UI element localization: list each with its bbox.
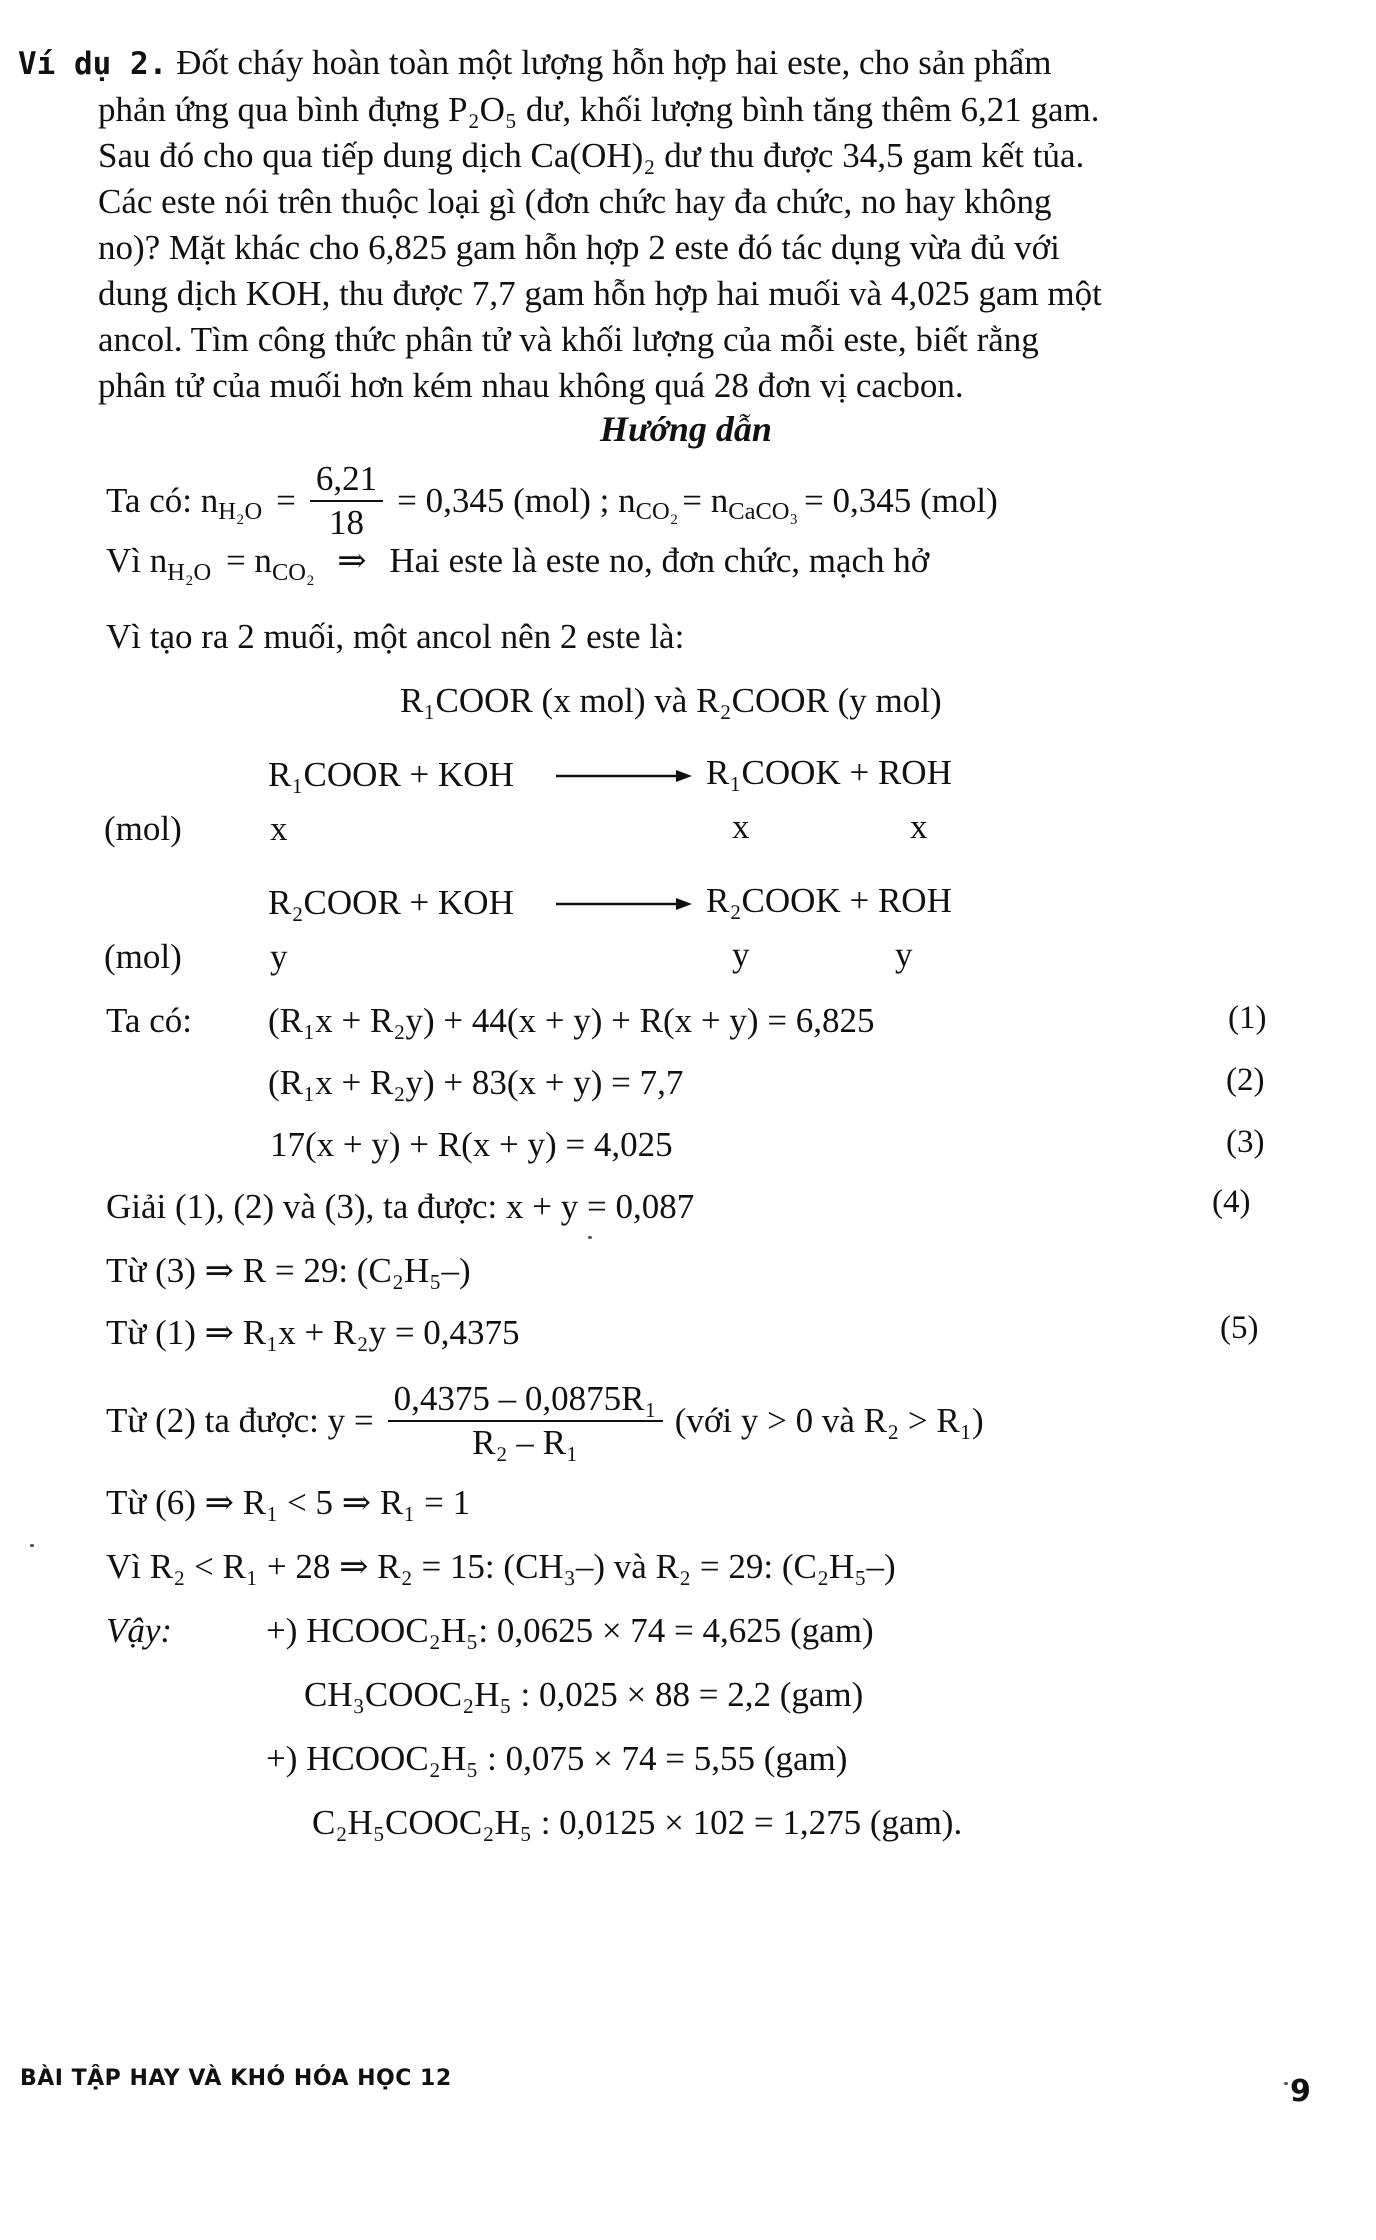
problem-line-5: dung dịch KOH, thu được 7,7 gam hỗn hợp hai muối và 4,025 gam một (98, 274, 1102, 313)
scan-speck (1284, 2082, 1288, 2085)
ester-mid: = n (225, 541, 272, 580)
reaction-1-x-alcohol: x (910, 807, 928, 846)
moles-eq: = (276, 481, 296, 520)
reaction-1-x-ester: x (270, 809, 288, 848)
fraction-water-num: 6,21 (310, 458, 383, 502)
ester-sub-h2o: H₂O (167, 559, 212, 586)
moles-sub-caco3: CaCO₃ (728, 498, 799, 526)
two-salts-line: Vì tạo ra 2 muối, một ancol nên 2 este là: (106, 617, 685, 656)
equation-2: (R₁x + R₂y) + 83(x + y) = 7,7 (268, 1063, 684, 1102)
fraction-water-den: 18 (329, 503, 365, 542)
conclusion-label: Vậy: (106, 1611, 173, 1650)
reaction-1-x-salt: x (732, 807, 750, 846)
reaction-2-left: R₂COOR + KOH (268, 883, 514, 922)
from-equation-3: Từ (3) ⇒ R = 29: (C₂H₅–) (106, 1251, 471, 1290)
problem-line-2: Sau đó cho qua tiếp dung dịch Ca(OH)₂ dư thu được 34,5 gam kết tủa. (98, 136, 1085, 175)
problem-line-7: phân tử của muối hơn kém nhau không quá 28 đơn vị cacbon. (98, 366, 964, 405)
reaction-1-right: R₁COOK + ROH (706, 753, 952, 792)
reaction-2-y-ester: y (270, 937, 288, 976)
reaction-2-y-alcohol: y (895, 935, 913, 974)
solve-line: Giải (1), (2) và (3), ta được: x + y = 0,087 (106, 1187, 695, 1226)
problem-label: Ví dụ 2. (18, 46, 168, 82)
reaction-1-left: R₁COOR + KOH (268, 755, 514, 794)
ester-prefix: Vì n (106, 541, 168, 580)
conclusion-case-2a: +) HCOOC₂H₅ : 0,075 × 74 = 5,55 (gam) (266, 1739, 848, 1778)
problem-line-6: ancol. Tìm công thức phân tử và khối lượng của mỗi este, biết rằng (98, 320, 1039, 359)
from-equation-6: Từ (6) ⇒ R₁ < 5 ⇒ R₁ = 1 (106, 1483, 471, 1522)
fraction-y-num: 0,4375 – 0,0875R₁ (388, 1378, 663, 1422)
from-equation-2-prefix: Từ (2) ta được: y = (106, 1401, 374, 1440)
moles-sub-co2: CO₂ (635, 498, 679, 526)
moles-suffix: = 0,345 (mol) (804, 481, 998, 520)
ester-conclusion: Hai este là este no, đơn chức, mạch hở (389, 541, 930, 580)
from-equation-1-number: (5) (1220, 1310, 1259, 1346)
from-equation-1: Từ (1) ⇒ R₁x + R₂y = 0,4375 (106, 1313, 520, 1352)
moles-sub-h2o: H₂O (218, 498, 263, 526)
fraction-water (310, 458, 383, 544)
problem-line-0: Đốt cháy hoàn toàn một lượng hỗn hợp hai este, cho sản phẩm (176, 43, 1052, 82)
fraction-y-den: R₂ – R₁ (472, 1423, 579, 1462)
scan-speck (30, 1544, 34, 1547)
equation-3-number: (3) (1226, 1124, 1265, 1160)
moles-equation (106, 458, 998, 544)
book-title: BÀI TẬP HAY VÀ KHÓ HÓA HỌC 12 (20, 2066, 452, 2091)
reaction-2-y-salt: y (732, 935, 750, 974)
solution-heading: Hướng dẫn (600, 409, 772, 449)
moles-prefix: Ta có: n (106, 481, 219, 520)
from-equation-2 (106, 1378, 984, 1464)
equation-2-number: (2) (1226, 1062, 1265, 1098)
reaction-1-arrow (554, 766, 694, 786)
reaction-2-arrow (554, 894, 694, 914)
equation-3: 17(x + y) + R(x + y) = 4,025 (270, 1125, 673, 1164)
problem-line-4: no)? Mặt khác cho 6,825 gam hỗn hợp 2 este đó tác dụng vừa đủ với (98, 228, 1060, 267)
ester-type-line (106, 540, 929, 587)
reaction-2-right: R₂COOK + ROH (706, 881, 952, 920)
conclusion-case-2b: C₂H₅COOC₂H₅ : 0,0125 × 102 = 1,275 (gam). (312, 1803, 963, 1842)
fraction-y (388, 1378, 663, 1464)
ester-sub-co2: CO₂ (271, 559, 315, 586)
equation-1: (R₁x + R₂y) + 44(x + y) + R(x + y) = 6,825 (268, 1001, 875, 1040)
conclusion-case-1a: +) HCOOC₂H₅: 0,0625 × 74 = 4,625 (gam) (266, 1611, 874, 1650)
equation-1-number: (1) (1228, 1000, 1267, 1036)
solve-number: (4) (1212, 1184, 1251, 1220)
reaction-2-unit: (mol) (104, 937, 182, 976)
moles-mid: = 0,345 (mol) ; n (397, 481, 636, 520)
problem-line-3: Các este nói trên thuộc loại gì (đơn chức hay đa chức, no hay không (98, 182, 1052, 221)
page-number: 9 (1290, 2074, 1311, 2109)
problem-first-line (18, 42, 1051, 84)
scan-speck (588, 1236, 592, 1239)
system-label: Ta có: (106, 1001, 192, 1040)
moles-eq2: = n (682, 481, 729, 520)
conclusion-case-1b: CH₃COOC₂H₅ : 0,025 × 88 = 2,2 (gam) (304, 1675, 864, 1714)
because-line: Vì R₂ < R₁ + 28 ⇒ R₂ = 15: (CH₃–) và R₂ = 29: (C₂H₅–) (106, 1547, 896, 1586)
problem-line-1: phản ứng qua bình đựng P₂O₅ dư, khối lượng bình tăng thêm 6,21 gam. (98, 90, 1100, 129)
from-equation-2-suffix: (với y > 0 và R₂ > R₁) (674, 1401, 984, 1440)
reaction-1-unit: (mol) (104, 809, 182, 848)
ester-formulas: R₁COOR (x mol) và R₂COOR (y mol) (400, 681, 942, 720)
implies-symbol: ⇒ (337, 541, 367, 580)
